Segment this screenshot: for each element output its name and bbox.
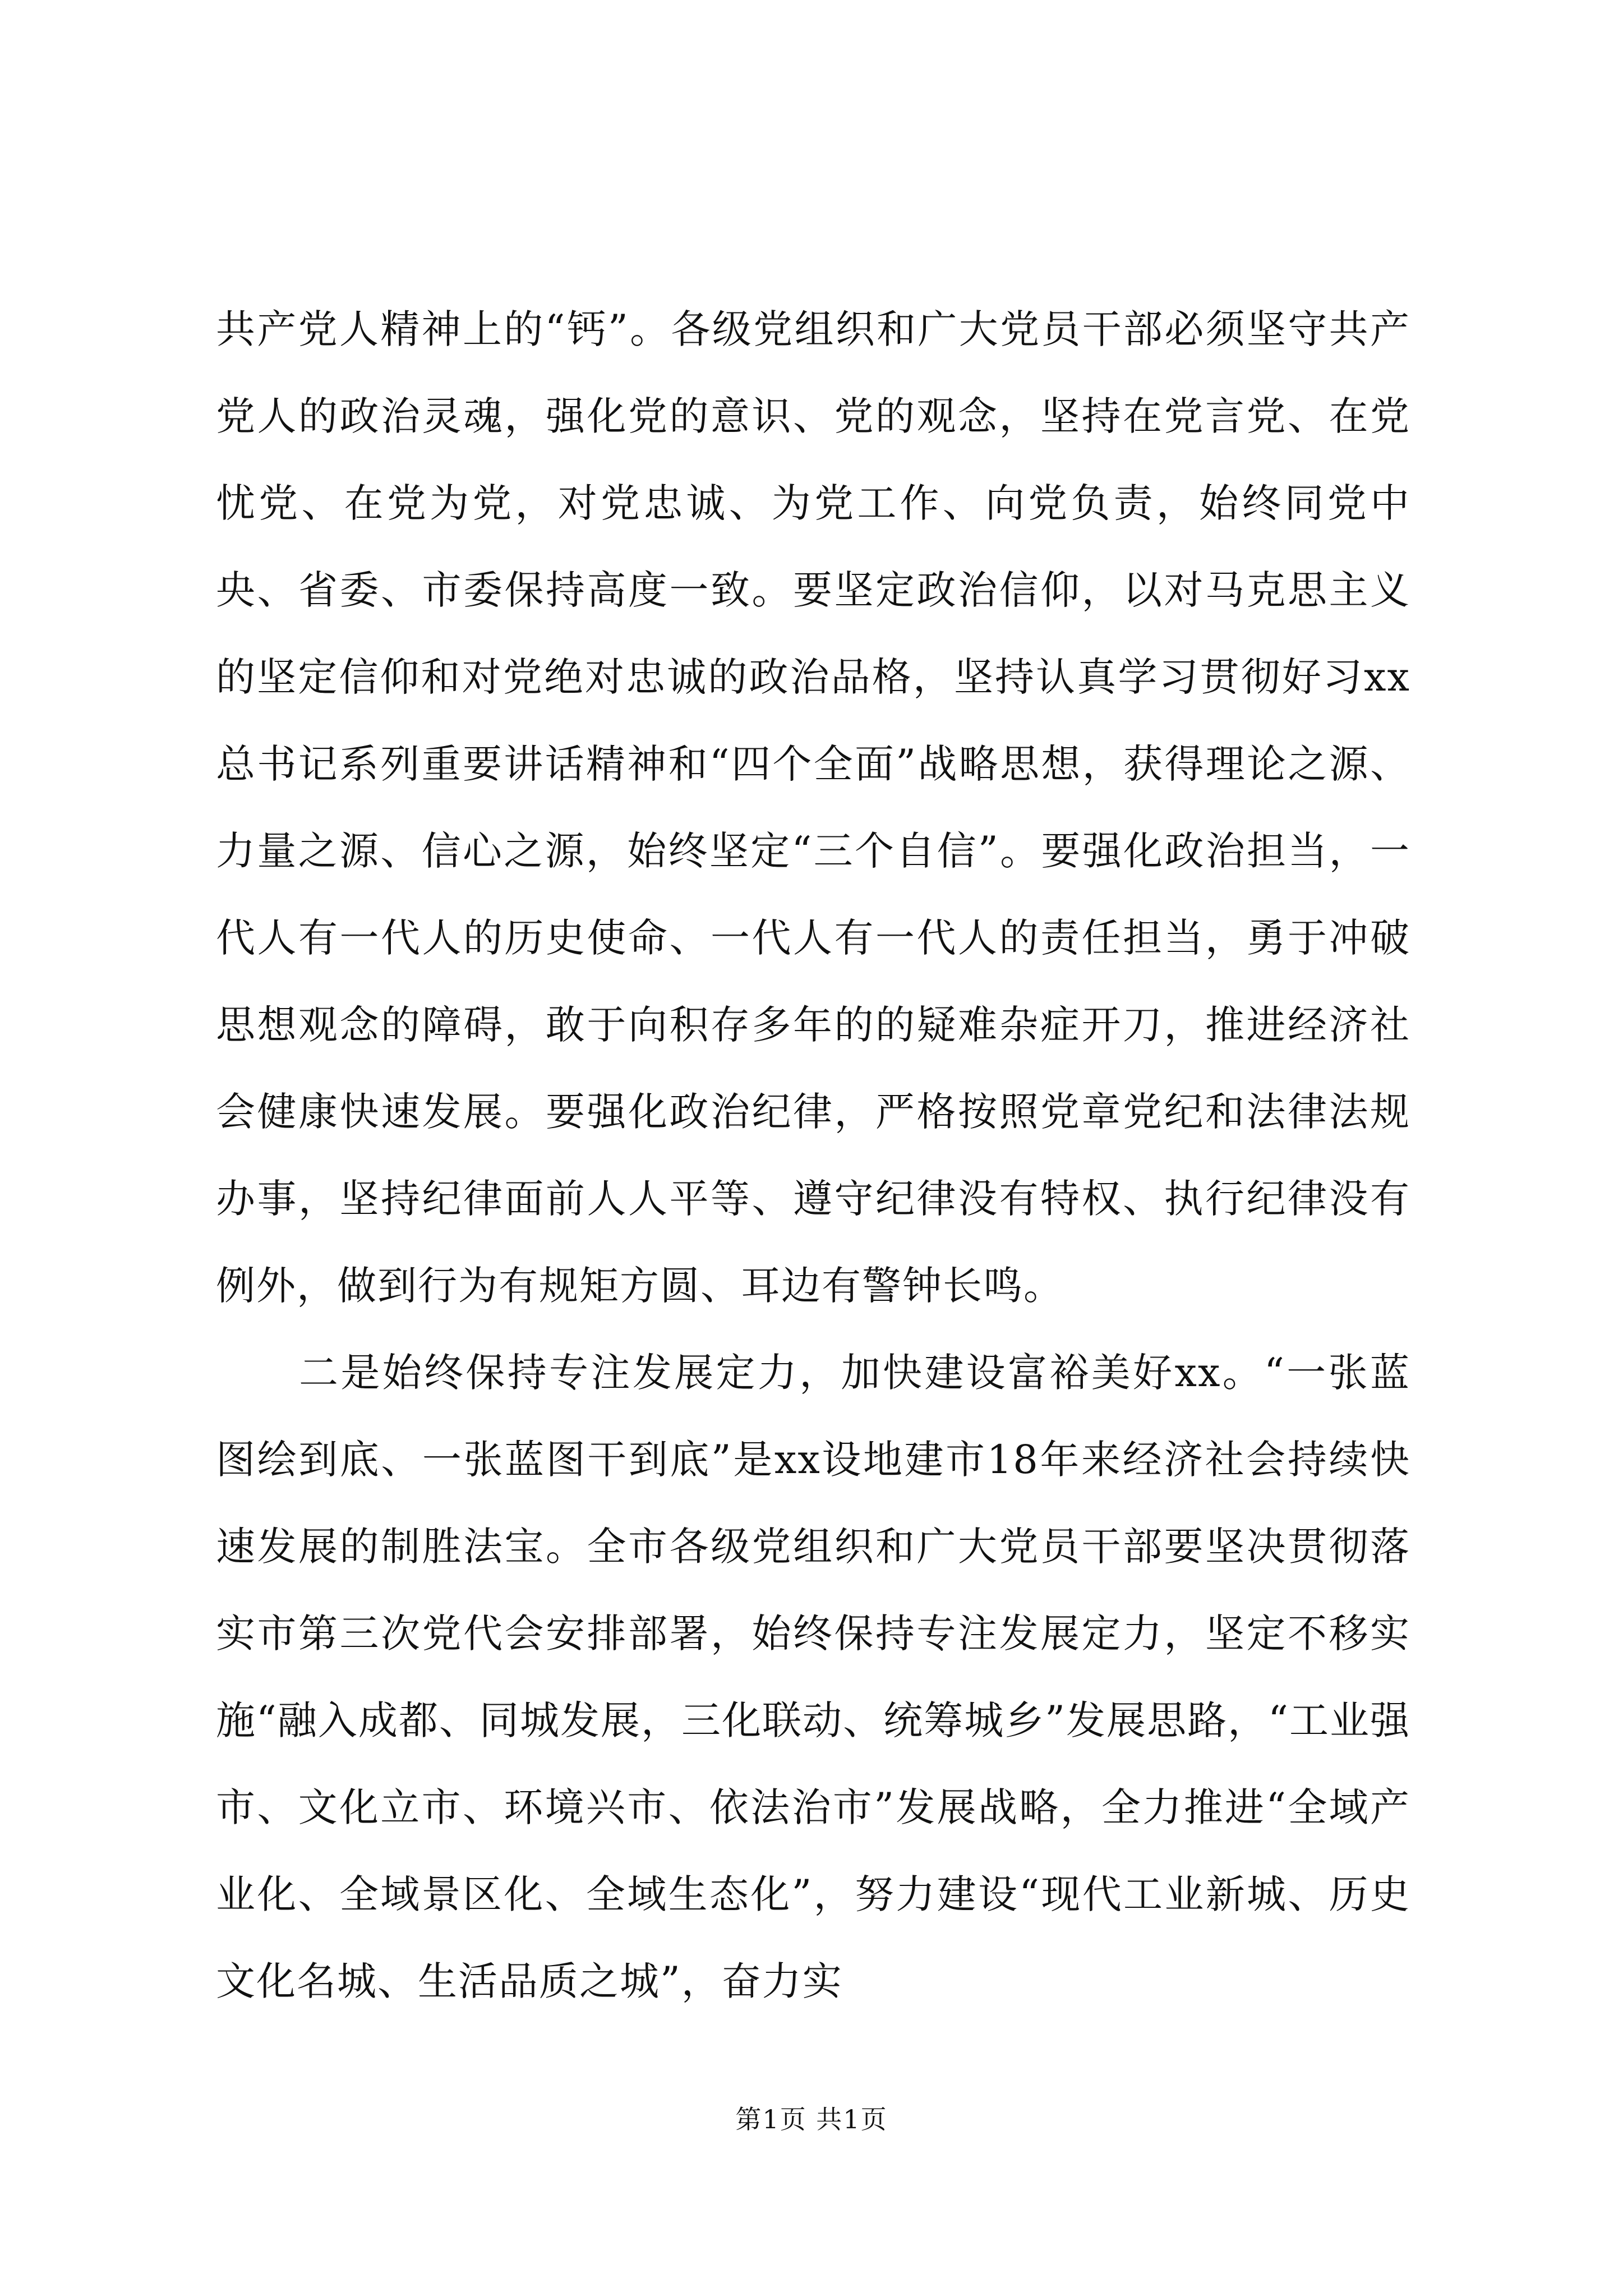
paragraph-2: 二是始终保持专注发展定力，加快建设富裕美好xx。“一张蓝图绘到底、一张蓝图干到底”是xx设地建市18年来经济社会持续快速发展的制胜法宝。全市各级党组织和广大党员干部要坚决贯彻落实市第三次党代会安排部署，始终保持专注发展定力，坚定不移实施“融入成都、同城发展，三化联动、统筹城乡”发展思路，“工业强市、文化立市、环境兴市、依法治市”发展战略，全力推进“全域产业化、全域景区化、全域生态化”，努力建设“现代工业新城、历史文化名城、生活品质之城”，奋力实: [216, 1350, 1410, 2004]
paragraph-1: 共产党人精神上的“钙”。各级党组织和广大党员干部必须坚守共产党人的政治灵魂，强化党的意识、党的观念，坚持在党言党、在党忧党、在党为党，对党忠诚、为党工作、向党负责，始终同党中央、省委、市委保持高度一致。要坚定政治信仰，以对马克思主义的坚定信仰和对党绝对忠诚的政治品格，坚持认真学习贯彻好习xx总书记系列重要讲话精神和“四个全面”战略思想，获得理论之源、力量之源、信心之源，始终坚定“三个自信”。要强化政治担当，一代人有一代人的历史使命、一代人有一代人的责任担当，勇于冲破思想观念的障碍，敢于向积存多年的的疑难杂症开刀，推进经济社会健康快速发展。要强化政治纪律，严格按照党章党纪和法律法规办事，坚持纪律面前人人平等、遵守纪律没有特权、执行纪律没有例外，做到行为有规矩方圆、耳边有警钟长鸣。: [216, 306, 1410, 1309]
page-footer: 第1页 共1页: [735, 2104, 888, 2134]
document-body: [216, 286, 1410, 2025]
